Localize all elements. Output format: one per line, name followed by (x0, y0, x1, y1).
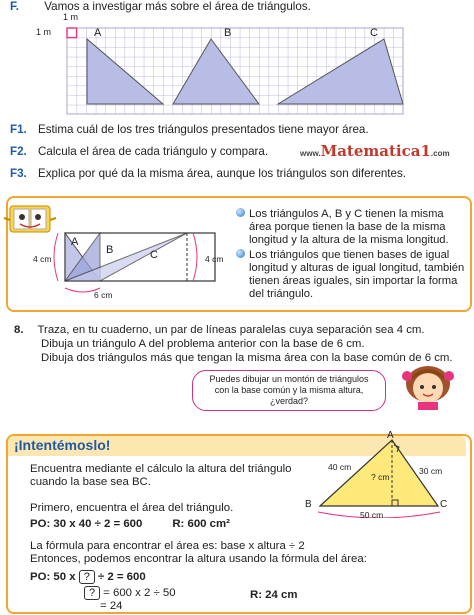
bullet-2-line-3: tienen áreas iguales, sin importar la forma (249, 275, 458, 287)
question-f2 (10, 145, 268, 159)
rt-label-c: C (440, 499, 448, 510)
try-it-line-2: cuando la base sea BC. (30, 476, 151, 488)
question-f1-text: Estima cuál de los tres triángulos presentados tiene mayor área. (38, 123, 369, 136)
bullet-2 (236, 249, 464, 301)
question-8 (14, 323, 453, 365)
question-f2-label: F2. (10, 145, 27, 158)
speech-bubble-line-2: con la base común y la misma altura, ¿verdad? (214, 385, 364, 406)
bullet-2-line-2: longitud y alturas de igual longitud, también (249, 262, 465, 274)
try-it-line-6: Entonces, podemos encontrar la altura usando la fórmula del área: (30, 553, 367, 565)
fig-label-c: C (150, 249, 158, 261)
rt-side-ab: 40 cm (328, 462, 352, 472)
fig-base-label: 6 cm (94, 290, 113, 300)
bullet-2-line-4: del triángulo. (249, 288, 314, 300)
fig-height-right: 4 cm (205, 254, 224, 264)
equation-1: = 600 x 2 ÷ 50 (103, 587, 176, 599)
try-it-line-1: Encuentra mediante el cálculo la altura del triángulo (30, 463, 292, 475)
bullet-1-line-2: área porque tienen la base de la misma (249, 221, 446, 233)
unit-left-label: 1 m (36, 27, 52, 37)
logo-brand: Matematica1 (320, 142, 431, 160)
unknown-box: ? (79, 570, 95, 584)
fig-height-left: 4 cm (33, 254, 52, 264)
label-c: C (370, 27, 378, 39)
rt-side-ac: 30 cm (419, 466, 443, 476)
section-f-label: F. (10, 0, 20, 13)
rt-label-a: A (387, 430, 394, 441)
rectangle-triangles-figure (25, 228, 225, 304)
speech-bubble (192, 370, 386, 411)
site-logo (300, 142, 450, 161)
triangle-grid-figure (0, 10, 474, 120)
try-it-line-3: Primero, encuentra el área del triángulo. (30, 502, 234, 514)
bullet-1-line-1: Los triángulos A, B y C tienen la misma (249, 208, 444, 220)
question-8-line-2: Dibuja un triángulo A del problema anterior con la base de 6 cm. (41, 338, 365, 350)
question-f3-label: F3. (10, 167, 27, 180)
question-8-label: 8. (14, 324, 24, 336)
question-f1 (10, 123, 369, 137)
question-f3 (10, 167, 406, 181)
question-8-line-1: Traza, en tu cuaderno, un par de líneas paralelas cuya separación sea 4 cm. (37, 324, 425, 336)
bullet-1 (236, 208, 449, 247)
bullet-1-line-3: longitud y la altura de la misma longitud. (249, 234, 449, 246)
logo-prefix: www. (300, 149, 321, 158)
bullet-2-line-1: Los triángulos que tienen bases de igual (249, 249, 450, 261)
question-f2-text: Calcula el área de cada triángulo y compara. (38, 145, 269, 158)
bullet-icon (236, 249, 245, 258)
fig-label-b: B (106, 244, 114, 256)
unknown-box: ? (84, 586, 100, 600)
bullet-icon (236, 208, 245, 217)
question-8-line-3: Dibuja dos triángulos más que tengan la misma área con la base común de 6 cm. (41, 352, 453, 364)
fig-label-a: A (71, 236, 79, 248)
po2-part-a: PO: 50 x (30, 571, 76, 583)
r2: R: 24 cm (250, 589, 298, 601)
po1: PO: 30 x 40 ÷ 2 = 600 (30, 518, 143, 530)
unit-top-label: 1 m (63, 12, 79, 22)
logo-suffix: .com (430, 149, 450, 158)
rt-label-b: B (305, 499, 312, 510)
section-f-text: Vamos a investigar más sobre el área de triángulos. (44, 0, 311, 13)
speech-bubble-line-1: Puedes dibujar un montón de triángulos (209, 374, 369, 384)
rt-side-bc: 50 cm (360, 510, 384, 520)
question-f1-label: F1. (10, 123, 27, 136)
rt-height: ? cm (371, 472, 390, 482)
label-a: A (94, 27, 102, 39)
r1: R: 600 cm² (172, 518, 230, 530)
question-f3-text: Explica por qué da la misma área, aunque los triángulos son diferentes. (38, 167, 406, 180)
girl-avatar (398, 362, 458, 410)
try-it-title: ¡Intentémoslo! (14, 437, 111, 453)
equation-2: = 24 (100, 600, 123, 612)
try-it-line-5: La fórmula para encontrar el área es: base x altura ÷ 2 (30, 540, 305, 552)
po2-part-b: ÷ 2 = 600 (97, 571, 146, 583)
label-b: B (224, 27, 232, 39)
